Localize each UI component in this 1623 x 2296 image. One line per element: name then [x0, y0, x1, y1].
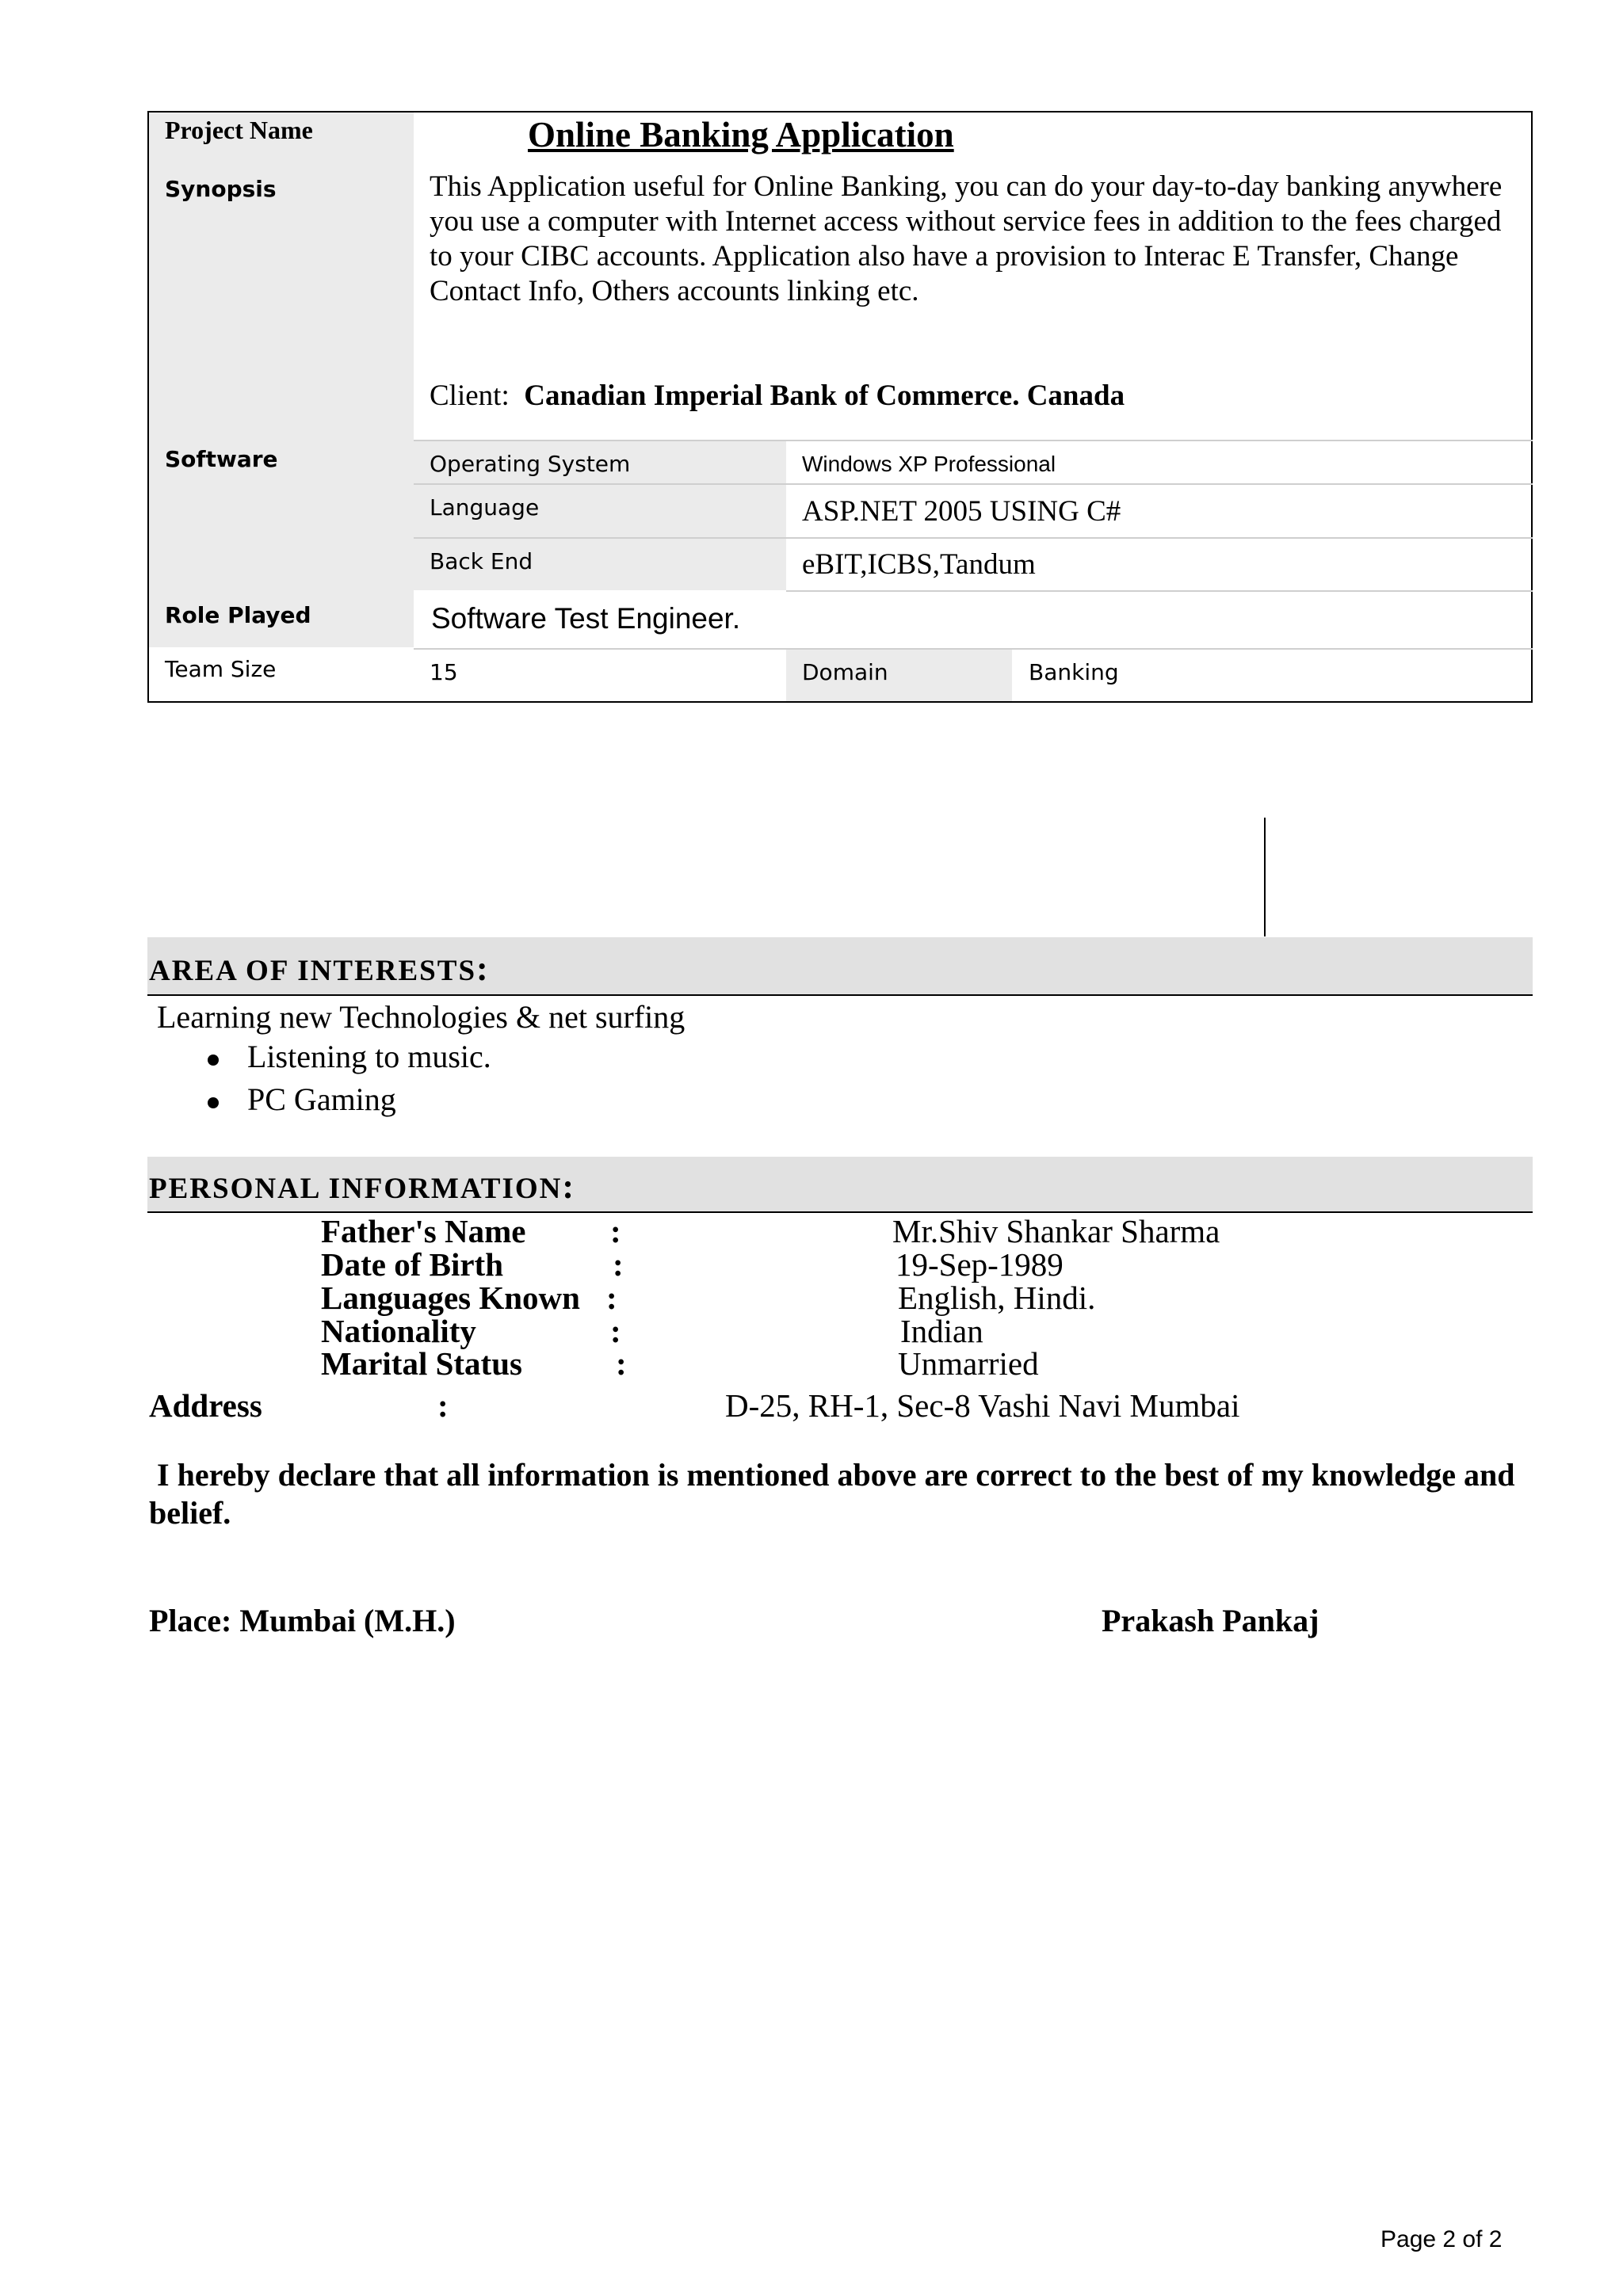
domain-value: Banking [1029, 659, 1119, 685]
language-label: Language [430, 494, 540, 521]
client-value: Canadian Imperial Bank of Commerce. Canada [524, 379, 1125, 412]
row-divider [414, 440, 1533, 441]
dob-sep: : [613, 1246, 624, 1283]
marital-status-value: Unmarried [898, 1345, 1039, 1382]
interests-header-bar [147, 937, 1533, 996]
personal-header-colon: : [562, 1167, 576, 1206]
marital-status-label: Marital Status [321, 1345, 522, 1382]
project-name-label: Project Name [165, 116, 313, 144]
fathers-name-sep: : [610, 1213, 621, 1249]
row-divider [414, 483, 1533, 485]
dob-value: 19-Sep-1989 [896, 1246, 1064, 1283]
backend-label: Back End [430, 548, 533, 574]
address-label: Address [149, 1387, 262, 1424]
place: Place: Mumbai (M.H.) [149, 1603, 456, 1638]
project-title: Online Banking Application [528, 115, 954, 154]
role-value: Software Test Engineer. [431, 602, 741, 635]
declaration: I hereby declare that all information is mentioned above are correct to the best of my knowledge and belief. [149, 1457, 1515, 1531]
interest-item-text: PC Gaming [247, 1081, 396, 1117]
row-divider [414, 648, 1533, 650]
interests-header-colon: : [476, 949, 490, 988]
nationality-value: Indian [900, 1313, 983, 1349]
nationality-label: Nationality [321, 1313, 476, 1349]
fathers-name-value: Mr.Shiv Shankar Sharma [892, 1213, 1220, 1249]
interests-first-line: Learning new Technologies & net surfing [157, 999, 685, 1035]
personal-header [149, 1166, 575, 1207]
vertical-rule [1264, 818, 1266, 936]
fathers-name-label: Father's Name [321, 1213, 526, 1249]
software-label: Software [165, 446, 278, 472]
synopsis-label: Synopsis [165, 176, 277, 202]
os-label: Operating System [430, 451, 631, 477]
role-played-label: Role Played [165, 602, 311, 628]
domain-label: Domain [802, 659, 888, 685]
dob-label: Date of Birth [321, 1246, 504, 1283]
os-value: Windows XP Professional [802, 452, 1056, 476]
interests-header-text: AREA OF INTERESTS [149, 955, 477, 987]
page-number: Page 2 of 2 [1381, 2226, 1503, 2252]
languages-value: English, Hindi. [898, 1280, 1096, 1316]
languages-sep: : [606, 1280, 617, 1316]
bullet-icon [208, 1055, 219, 1066]
interest-item-text: Listening to music. [247, 1039, 491, 1074]
interests-header [149, 948, 490, 989]
team-size-label: Team Size [165, 656, 277, 682]
language-value: ASP.NET 2005 USING C# [802, 495, 1121, 528]
bullet-icon [208, 1097, 219, 1108]
languages-label: Languages Known [321, 1280, 580, 1316]
interest-item [208, 1081, 396, 1117]
synopsis-text: This Application useful for Online Banking, you can do your day-to-day banking anywhere you use a computer with Internet access without service fees in addition to the fees charged to your CIBC accounts. Application also have a provision to Interac E Transfer, Change Contact Info, Others accounts linking etc. [430, 170, 1503, 307]
team-size-value: 15 [430, 659, 458, 685]
interest-item [208, 1041, 491, 1073]
address-sep: : [437, 1387, 449, 1424]
row-divider [414, 537, 1533, 539]
signature-name: Prakash Pankaj [1102, 1603, 1319, 1638]
personal-header-text: PERSONAL INFORMATION [149, 1173, 563, 1205]
project-table [147, 111, 1533, 703]
marital-status-sep: : [616, 1345, 627, 1382]
backend-value: eBIT,ICBS,Tandum [802, 548, 1036, 581]
client-line [430, 379, 1125, 413]
personal-header-bar [147, 1157, 1533, 1213]
client-label: Client: [430, 379, 510, 412]
address-value: D-25, RH-1, Sec-8 Vashi Navi Mumbai [725, 1387, 1240, 1424]
row-divider [786, 590, 1533, 592]
nationality-sep: : [610, 1313, 621, 1349]
